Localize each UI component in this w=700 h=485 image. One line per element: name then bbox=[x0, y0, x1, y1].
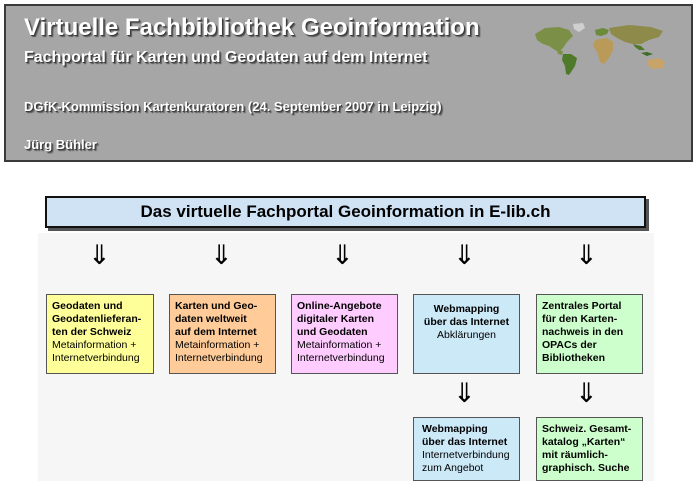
box-karten-weltweit bbox=[169, 294, 276, 374]
box-gesamtkatalog-karten bbox=[536, 417, 643, 481]
box-webmapping-abklaerungen bbox=[413, 294, 520, 374]
box-line: daten weltweit bbox=[175, 313, 247, 325]
box-line: über das Internet bbox=[422, 436, 508, 448]
down-arrow-icon: ⇓ bbox=[210, 240, 233, 271]
down-arrow-icon: ⇓ bbox=[575, 378, 598, 409]
diagram-title: Das virtuelle Fachportal Geoinformation in E-lib.ch bbox=[45, 196, 646, 228]
down-arrow-icon: ⇓ bbox=[575, 240, 598, 271]
box-line: Bibliotheken bbox=[542, 352, 606, 364]
box-line: Internetverbindung bbox=[52, 352, 140, 364]
box-line: digitaler Karten bbox=[297, 313, 375, 325]
box-webmapping-angebot bbox=[413, 417, 520, 481]
event-line: DGfK-Kommission Kartenkuratoren (24. September 2007 in Leipzig) bbox=[24, 99, 442, 114]
box-line: graphisch. Suche bbox=[542, 462, 630, 474]
box-line: Internetverbindung bbox=[422, 449, 510, 461]
box-line: Metainformation + bbox=[52, 339, 137, 351]
down-arrow-icon: ⇓ bbox=[88, 240, 111, 271]
box-line: zum Angebot bbox=[422, 462, 484, 474]
box-line: Webmapping bbox=[422, 423, 488, 435]
box-line: Geodaten und bbox=[52, 300, 123, 312]
box-line: Webmapping bbox=[433, 303, 500, 315]
box-line: ten der Schweiz bbox=[52, 326, 132, 338]
box-line: Internetverbindung bbox=[297, 352, 385, 364]
box-line: OPACs der bbox=[542, 339, 597, 351]
box-line: und Geodaten bbox=[297, 326, 368, 338]
box-line: Schweiz. Gesamt- bbox=[542, 423, 632, 435]
header-banner bbox=[4, 4, 693, 162]
box-zentrales-portal bbox=[536, 294, 643, 374]
box-line: Internetverbindung bbox=[175, 352, 263, 364]
down-arrow-icon: ⇓ bbox=[453, 240, 476, 271]
page-subtitle: Fachportal für Karten und Geodaten auf dem Internet bbox=[24, 49, 428, 66]
page-title: Virtuelle Fachbibliothek Geoinformation bbox=[24, 14, 480, 41]
down-arrow-icon: ⇓ bbox=[331, 240, 354, 271]
world-map-icon bbox=[529, 20, 679, 78]
box-online-angebote bbox=[291, 294, 398, 374]
box-line: für den Karten- bbox=[542, 313, 618, 325]
box-line: katalog „Karten“ bbox=[542, 436, 626, 448]
box-line: Geodatenlieferan- bbox=[52, 313, 142, 325]
box-line: Metainformation + bbox=[175, 339, 260, 351]
down-arrow-icon: ⇓ bbox=[453, 378, 476, 409]
box-line: nachweis in den bbox=[542, 326, 624, 338]
box-geodaten-schweiz bbox=[46, 294, 154, 374]
box-line: Karten und Geo- bbox=[175, 300, 258, 312]
box-line: Zentrales Portal bbox=[542, 300, 622, 312]
box-line: Metainformation + bbox=[297, 339, 382, 351]
box-line: mit räumlich- bbox=[542, 449, 608, 461]
box-line: auf dem Internet bbox=[175, 326, 257, 338]
box-line: Online-Angebote bbox=[297, 300, 382, 312]
box-line: über das Internet bbox=[423, 316, 510, 328]
author-name: Jürg Bühler bbox=[24, 137, 97, 152]
box-line: Abklärungen bbox=[437, 329, 496, 341]
